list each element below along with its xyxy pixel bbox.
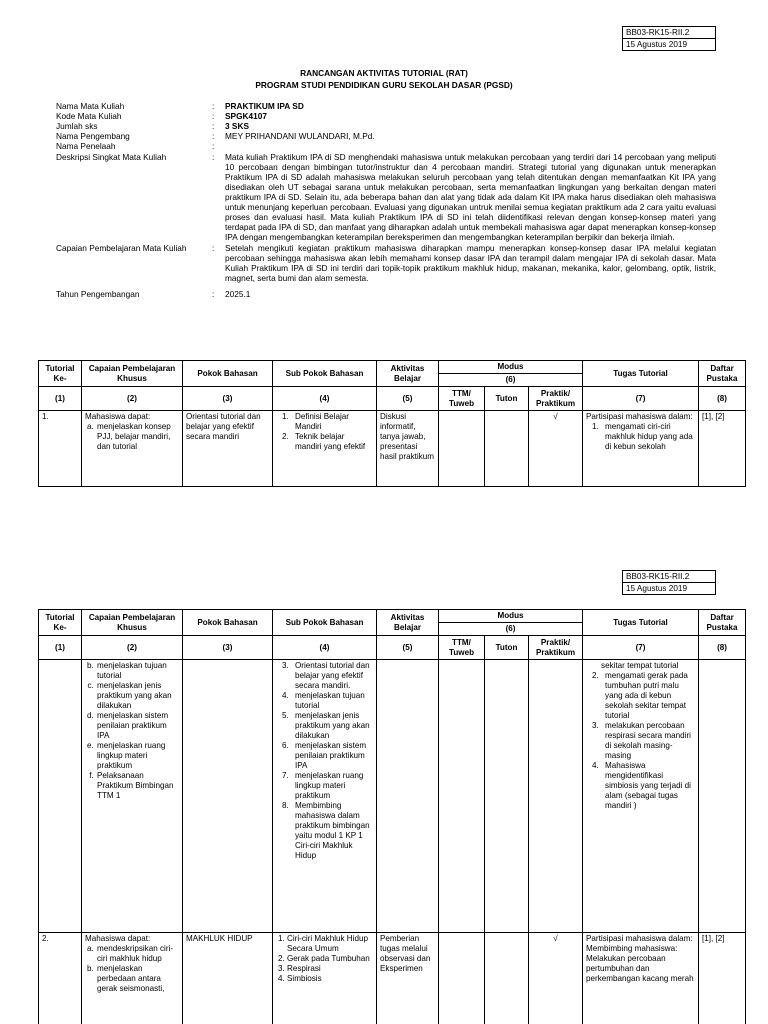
cell-sub-pokok — [273, 660, 377, 933]
tugas-intro: Partisipasi mahasiswa dalam: — [586, 412, 693, 421]
table-row — [39, 411, 746, 487]
cell-sub-pokok — [273, 933, 377, 1024]
header-ttm: TTM/ Tuweb — [439, 636, 485, 660]
meta-label: Deskripsi Singkat Mata Kuliah — [56, 151, 167, 162]
title-line-1: RANCANGAN AKTIVITAS TUTORIAL (RAT) — [300, 68, 468, 78]
meta-colon: : — [212, 288, 215, 299]
document-code: BB03-RK15-RII.2 — [623, 27, 716, 39]
cell-pustaka: [1], [2] — [699, 933, 746, 1024]
meta-label: Nama Pengembang — [56, 131, 130, 142]
document-code-box — [622, 570, 716, 595]
list-item: 1. mengamati ciri-ciri makhluk hidup yang ada di kebun sekolah — [601, 422, 695, 452]
tugas-list — [586, 422, 695, 452]
cell-sub-pokok — [273, 411, 377, 487]
list-item: b. menjelaskan perbedaan antara gerak seismonasti, — [96, 964, 179, 994]
cell-tugas — [583, 660, 699, 933]
cell-ttm — [439, 933, 485, 1024]
cell-praktik-check: √ — [529, 411, 583, 487]
meta-value: MEY PRIHANDANI WULANDARI, M.Pd. — [225, 131, 375, 142]
table-row — [39, 933, 746, 1024]
rat-table-page-2 — [38, 609, 746, 1024]
meta-colon: : — [212, 151, 215, 162]
capaian-list — [85, 944, 179, 994]
meta-label: Kode Mata Kuliah — [56, 111, 122, 122]
cell-tutorial-no: 1. — [39, 411, 82, 487]
header-pokok-bahasan: Pokok Bahasan — [183, 361, 273, 387]
meta-row-sks — [56, 121, 716, 131]
header-capaian-khusus: Capaian Pembelajaran Khusus — [82, 610, 183, 636]
cell-praktik — [529, 660, 583, 933]
header-num: (8) — [699, 387, 746, 411]
document-code-box — [622, 26, 716, 51]
header-praktik: Praktik/ Praktikum — [529, 387, 583, 411]
cell-tutorial-no — [39, 660, 82, 933]
meta-value: Mata kuliah Praktikum IPA di SD menghendaki mahasiswa untuk melakukan percobaan yang terdiri dari 14 percobaan yang meliputi 10 percobaan dengan bimbingan tutor/instruktur dan 4 percobaan mandiri. Strategi tutorial yang digunakan untuk menerapkan Praktikum IPA di SD adalah mahasiswa melakukan seluruh percobaan yang telah ditentukan dengan memanfaatkan Kit IPA yang disediakan oleh UT sebagai sarana untuk melakukan percobaan, serta memanfaatkan lingkungan yang berkaitan dengan materi praktikum IPA di SD. Selain itu, ada beberapa bahan dan alat yang tidak ada dalam Kit IPA maka harus disediakan oleh mahasiswa untuk menunjang keperluan percobaan. Evaluasi yang digunakan untruk menilai semua kegiatan praktikum ada 2 cara yaitu evaluasi proses dan evaluasi hasil. Mata kuliah Praktikum IPA di SD ini telah diidentifikasi relevan dengan konsep-konsep materi yang terdapat pada IPA di SD, dan manfaat yang diharapkan adalah untuk membekali mahasiswa agar dapat menerapkan konsep-konsep IPA dengan mengembangkan keterampilan bereksperimen dan mengembangkan keterampilan berpikir dan bekerja ilmiah. — [225, 151, 716, 243]
capaian-intro: Mahasiswa dapat: — [85, 412, 151, 421]
tugas-list — [586, 671, 695, 811]
header-aktivitas: Aktivitas Belajar — [377, 610, 439, 636]
header-num: (2) — [82, 387, 183, 411]
cell-pustaka — [699, 660, 746, 933]
document-title — [0, 67, 768, 91]
cell-tuton — [485, 411, 529, 487]
cell-tuton — [485, 933, 529, 1024]
header-num: (8) — [699, 636, 746, 660]
header-num: (1) — [39, 387, 82, 411]
meta-row-kode-mk — [56, 111, 716, 121]
list-item: 4. menjelaskan tujuan tutorial — [291, 691, 373, 711]
list-item: f. Pelaksanaan Praktikum Bimbingan TTM 1 — [96, 771, 179, 801]
document-date: 15 Agustus 2019 — [623, 583, 716, 595]
cell-tugas: Partisipasi mahasiswa dalam: Membimbing mahasiswa: Melakukan percobaan pertumbuhan dan perkembangan kacang merah — [583, 933, 699, 1024]
list-item: b. menjelaskan tujuan tutorial — [96, 661, 179, 681]
sub-pokok-list — [276, 934, 373, 984]
header-modus-number: (6) — [439, 623, 583, 636]
meta-label: Nama Mata Kuliah — [56, 101, 125, 111]
list-item: 7. menjelaskan ruang lingkup materi praktikum — [291, 771, 373, 801]
meta-label: Tahun Pengembangan — [56, 288, 140, 299]
course-metadata — [56, 101, 716, 299]
cell-ttm — [439, 660, 485, 933]
header-aktivitas: Aktivitas Belajar — [377, 361, 439, 387]
cell-tuton — [485, 660, 529, 933]
capaian-list — [85, 661, 179, 801]
cell-tutorial-no: 2. — [39, 933, 82, 1024]
meta-row-penelaah — [56, 141, 716, 151]
cell-pokok-bahasan: MAKHLUK HIDUP — [183, 933, 273, 1024]
cell-pokok-bahasan — [183, 660, 273, 933]
meta-value: 2025.1 — [225, 288, 251, 299]
meta-row-nama-mk — [56, 101, 716, 111]
cell-aktivitas — [377, 660, 439, 933]
header-tutorial-ke: Tutorial Ke- — [39, 361, 82, 387]
cell-praktik-check: √ — [529, 933, 583, 1024]
header-num: (3) — [183, 636, 273, 660]
header-num: (2) — [82, 636, 183, 660]
header-tugas: Tugas Tutorial — [583, 361, 699, 387]
header-tuton: Tuton — [485, 636, 529, 660]
header-tutorial-ke: Tutorial Ke- — [39, 610, 82, 636]
meta-row-tahun — [56, 289, 716, 299]
cell-capaian — [82, 933, 183, 1024]
header-tugas: Tugas Tutorial — [583, 610, 699, 636]
header-num: (5) — [377, 387, 439, 411]
list-item: d. menjelaskan sistem penilaian praktikum IPA — [96, 711, 179, 741]
list-item: 3. Orientasi tutorial dan belajar yang efektif secara mandiri. — [291, 661, 373, 691]
meta-label: Nama Penelaah — [56, 141, 116, 152]
cell-tugas — [583, 411, 699, 487]
header-ttm: TTM/ Tuweb — [439, 387, 485, 411]
header-tuton: Tuton — [485, 387, 529, 411]
list-item: 2. mengamati gerak pada tumbuhan putri malu yang ada di kebun sekolah sekitar tempat tutorial — [601, 671, 695, 721]
document-code: BB03-RK15-RII.2 — [623, 571, 716, 583]
header-num: (7) — [583, 387, 699, 411]
sub-pokok-list — [276, 412, 373, 452]
meta-colon: : — [212, 111, 215, 122]
list-item: a. mendeskripsikan ciri-ciri makhluk hidup — [96, 944, 179, 964]
header-num: (4) — [273, 636, 377, 660]
meta-value: 3 SKS — [225, 121, 249, 132]
meta-colon: : — [212, 101, 215, 111]
list-item: 6. menjelaskan sistem penilaian praktikum IPA — [291, 741, 373, 771]
header-num: (3) — [183, 387, 273, 411]
meta-label: Capaian Pembelajaran Mata Kuliah — [56, 242, 187, 253]
header-num: (4) — [273, 387, 377, 411]
header-modus: Modus — [439, 361, 583, 374]
list-item: 5. menjelaskan jenis praktikum yang akan dilakukan — [291, 711, 373, 741]
capaian-intro: Mahasiswa dapat: — [85, 934, 151, 943]
header-pustaka: Daftar Pustaka — [699, 361, 746, 387]
table-row — [39, 660, 746, 933]
cell-aktivitas: Pemberian tugas melalui observasi dan Eksperimen — [377, 933, 439, 1024]
meta-row-deskripsi — [56, 152, 716, 243]
list-item: 2. Teknik belajar mandiri yang efektif — [291, 432, 373, 452]
header-modus: Modus — [439, 610, 583, 623]
header-capaian-khusus: Capaian Pembelajaran Khusus — [82, 361, 183, 387]
cell-ttm — [439, 411, 485, 487]
header-modus-number: (6) — [439, 374, 583, 387]
header-num: (7) — [583, 636, 699, 660]
meta-row-pengembang — [56, 131, 716, 141]
meta-label: Jumlah sks — [56, 121, 98, 132]
header-num: (1) — [39, 636, 82, 660]
meta-colon: : — [212, 131, 215, 142]
capaian-list — [85, 422, 179, 452]
header-sub-pokok: Sub Pokok Bahasan — [273, 361, 377, 387]
tugas-lead: sekitar tempat tutorial — [601, 661, 679, 670]
cell-capaian — [82, 660, 183, 933]
list-item: 1. Ciri-ciri Makhluk Hidup Secara Umum — [287, 934, 373, 954]
list-item: 8. Membimbing mahasiswa dalam praktikum bimbingan yaitu modul 1 KP 1 Ciri-ciri Makhluk Hidup — [291, 801, 373, 861]
header-pustaka: Daftar Pustaka — [699, 610, 746, 636]
meta-value: PRAKTIKUM IPA SD — [225, 101, 304, 111]
list-item: c. menjelaskan jenis praktikum yang akan dilakukan — [96, 681, 179, 711]
meta-colon: : — [212, 141, 215, 152]
list-item: 4. Simbiosis — [287, 974, 373, 984]
cell-aktivitas: Diskusi informatif, tanya jawab, presentasi hasil praktikum — [377, 411, 439, 487]
meta-value: SPGK4107 — [225, 111, 267, 122]
cell-pustaka: [1], [2] — [699, 411, 746, 487]
sub-pokok-list — [276, 661, 373, 861]
meta-row-capaian — [56, 243, 716, 283]
list-item: 4. Mahasiswa mengidentifikasi simbiosis yang terjadi di alam (sebagai tugas mandiri ) — [601, 761, 695, 811]
title-line-2: PROGRAM STUDI PENDIDIKAN GURU SEKOLAH DASAR (PGSD) — [255, 80, 513, 90]
cell-capaian — [82, 411, 183, 487]
document-date: 15 Agustus 2019 — [623, 39, 716, 51]
cell-pokok-bahasan: Orientasi tutorial dan belajar yang efektif secara mandiri — [183, 411, 273, 487]
list-item: 1. Definisi Belajar Mandiri — [291, 412, 373, 432]
meta-colon: : — [212, 121, 215, 132]
meta-value — [225, 141, 716, 151]
meta-colon: : — [212, 242, 215, 253]
rat-table-page-1 — [38, 360, 746, 487]
header-num: (5) — [377, 636, 439, 660]
list-item: a. menjelaskan konsep PJJ, belajar mandiri, dan tutorial — [96, 422, 179, 452]
header-praktik: Praktik/ Praktikum — [529, 636, 583, 660]
list-item: 2. Gerak pada Tumbuhan — [287, 954, 373, 964]
meta-value: Setelah mengikuti kegiatan praktikum mahasiswa diharapkan mampu menerapkan konsep-konsep dasar IPA melalui kegiatan percobaan sehingga mahasiswa akan lebih memahami konsep dasar IPA dan terampil dalam mengajar IPA di sekolah dasar. Mata Kuliah Praktikum IPA di SD ini terdiri dari topik-topik praktikum makhluk hidup, makanan, mekanika, kalor, gelombang, optik, listrik, magnet, serta bumi dan alam semesta. — [225, 242, 716, 283]
header-sub-pokok: Sub Pokok Bahasan — [273, 610, 377, 636]
list-item: 3. melakukan percobaan respirasi secara mandiri di sekolah masing-masing — [601, 721, 695, 761]
list-item: 3. Respirasi — [287, 964, 373, 974]
header-pokok-bahasan: Pokok Bahasan — [183, 610, 273, 636]
list-item: e. menjelaskan ruang lingkup materi praktikum — [96, 741, 179, 771]
